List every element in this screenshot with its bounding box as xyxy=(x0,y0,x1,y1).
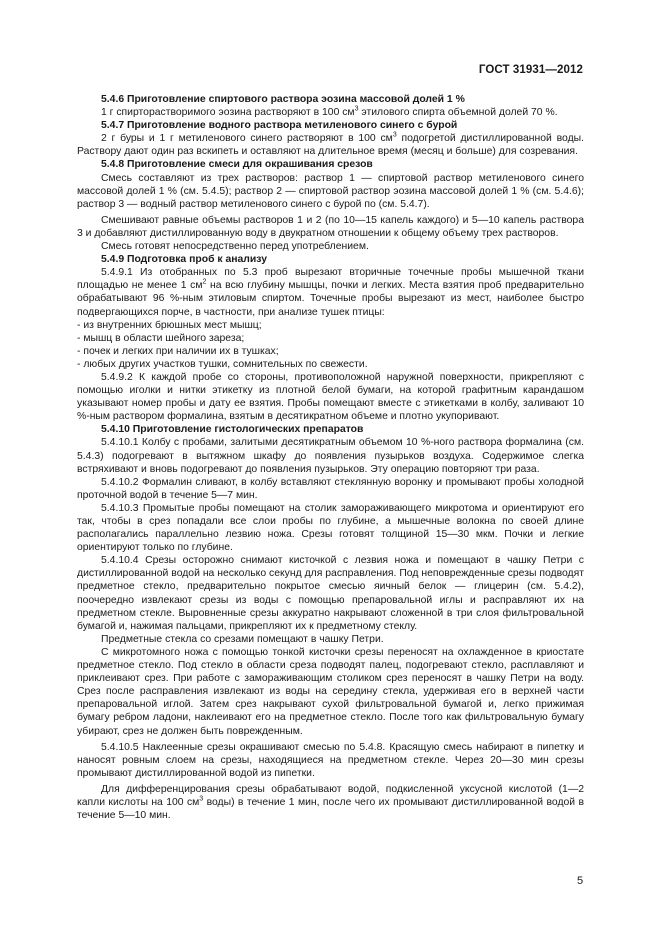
paragraph: 5.4.10.1 Колбу с пробами, залитыми десятикратным объемом 10 %-ного раствора формалина (см. 5.4.3) подогревают в вытяжном шкафу до появления пузырьков воздуха. Содержимое слегка встряхивают и вновь подогревают до появления пузырьков. Эту операцию повторяют три раза. xyxy=(77,437,584,475)
list-item: - любых других участков тушки, сомнительных по свежести. xyxy=(77,358,584,371)
list-item: - мышц в области шейного зареза; xyxy=(77,332,584,345)
list-item: - почек и легких при наличии их в тушках; xyxy=(77,345,584,358)
paragraph: Предметные стекла со срезами помещают в чашку Петри. xyxy=(101,633,384,645)
section-heading-5-4-6: 5.4.6 Приготовление спиртового раствора эозина массовой долей 1 % xyxy=(101,94,465,105)
paragraph: Смесь составляют из трех растворов: раствор 1 — спиртовой раствор метиленового синего массовой долей 1 % (см. 5.4.5); раствор 2 — спиртовой раствор эозина массовой долей 1 % (см. 5.4.6); раствор 3 — водный раствор метиленового синего с бурой по (см. 5.4.7). xyxy=(77,172,584,210)
document-body xyxy=(77,93,584,822)
paragraph: 5.4.9.1 Из отобранных по 5.3 проб вырезают вторичные точечные пробы мышечной ткани площадью не менее 1 $см^2$ на всю глубину мышцы, почки и легких. Места взятия проб предварительно обрабатывают 96 %-ным этиловым спиртом. Точечные пробы вырезают из мест, наиболее быстро подвергающихся порче, в частности, при анализе тушек птицы: xyxy=(77,267,584,318)
paragraph: Смешивают равные объемы растворов 1 и 2 (по 10—15 капель каждого) и 5—10 капель раствора 3 и добавляют дистиллированную воду в двукратном отношении к общему объему трех растворов. xyxy=(77,214,584,239)
page-number: 5 xyxy=(577,875,584,887)
paragraph: Смесь готовят непосредственно перед употреблением. xyxy=(101,241,369,253)
paragraph: 5.4.10.5 Наклеенные срезы окрашивают смесью по 5.4.8. Красящую смесь набирают в пипетку и наносят ровным слоем на срезы, находящиеся на предметном стекле. Через 20—30 мин срезы промывают дистиллированной водой из пипетки. xyxy=(77,741,584,779)
sample-location-list xyxy=(77,319,584,371)
list-item: - из внутренних брюшных мест мышц; xyxy=(77,319,584,332)
standard-header: ГОСТ 31931—2012 xyxy=(478,64,583,76)
section-heading-5-4-9: 5.4.9 Подготовка проб к анализу xyxy=(101,254,267,266)
paragraph: С микротомного ножа с помощью тонкой кисточки срезы переносят на охлажденное в криостате предметное стекло. Под стекло в области среза подводят палец, подогревают стекло, расплавляют и приклеивают срез. При работе с замораживающим столиком срез переносят в чашку Петри на воду. Срез после расправления извлекают из воды на середину стекла, удерживая его в верхней части препаровальной иглой. Затем срез накрывают сухой фильтровальной бумагой и, легко прижимая бумагу ребром ладони, наклеивают его на предметное стекло. После того как фильтровальную бумагу убирают, срез не должен быть поврежденным. xyxy=(77,646,584,737)
section-heading-5-4-8: 5.4.8 Приготовление смеси для окрашивания срезов xyxy=(101,159,373,171)
paragraph: 5.4.9.2 К каждой пробе со стороны, противоположной наружной поверхности, прикрепляют с помощью иголки и нитки этикетку из плотной белой бумаги, на которой графитным карандашом указывают номер пробы и дату ее взятия. Пробы помещают вместе с этикетками в колбу, заливают 10 %-ным раствором формалина, взятым в десятикратном объеме и плотно укупоривают. xyxy=(77,371,584,423)
paragraph: 5.4.10.2 Формалин сливают, в колбу вставляют стеклянную воронку и промывают пробы холодной проточной водой в течение 5—7 мин. xyxy=(77,476,584,501)
section-heading-5-4-10: 5.4.10 Приготовление гистологических препаратов xyxy=(101,424,364,436)
paragraph: 5.4.10.3 Промытые пробы помещают на столик замораживающего микротома и ориентируют его так, чтобы в срез попадали все слои пробы по глубине, а мышечные волокна по своей длине располагались параллельно лезвию ножа. Срезы готовят толщиной 15—30 мкм. Почки и легкие ориентируют только по глубине. xyxy=(77,502,584,554)
paragraph: 1 г спирторастворимого эозина растворяют в 100 $см^3$ этилового спирта объемной долей 70 %. xyxy=(101,105,558,119)
section-heading-5-4-7: 5.4.7 Приготовление водного раствора метиленового синего с бурой xyxy=(101,120,458,132)
paragraph: 2 г буры и 1 г метиленового синего растворяют в 100 $см^3$ подогретой дистиллированной воды. Раствору дают один раз вскипеть и оставляют на длительное время (месяц и больше) для созревания. xyxy=(77,131,584,158)
paragraph: Для дифференцирования срезы обрабатывают водой, подкисленной уксусной кислотой (1—2 капли кислоты на 100 $см^3$ воды) в течение 1 мин, после чего их промывают дистиллированной водой в течение 5—10 мин. xyxy=(77,783,584,822)
paragraph: 5.4.10.4 Срезы осторожно снимают кисточкой с лезвия ножа и помещают в чашку Петри с дистиллированной водой на несколько секунд для расправления. Под неповрежденные срезы подводят предметное стекло, предварительно покрытое смесью яичный белок — глицерин (см. 5.4.2), поочередно извлекают срезы из воды с помощью препаровальной иглы и расправляют их на предметном стекле. Выровненные срезы аккуратно накрывают сложенной в три слоя фильтровальной бумагой и, нажимая пальцами, прикрепляют их к предметному стеклу. xyxy=(77,555,584,632)
